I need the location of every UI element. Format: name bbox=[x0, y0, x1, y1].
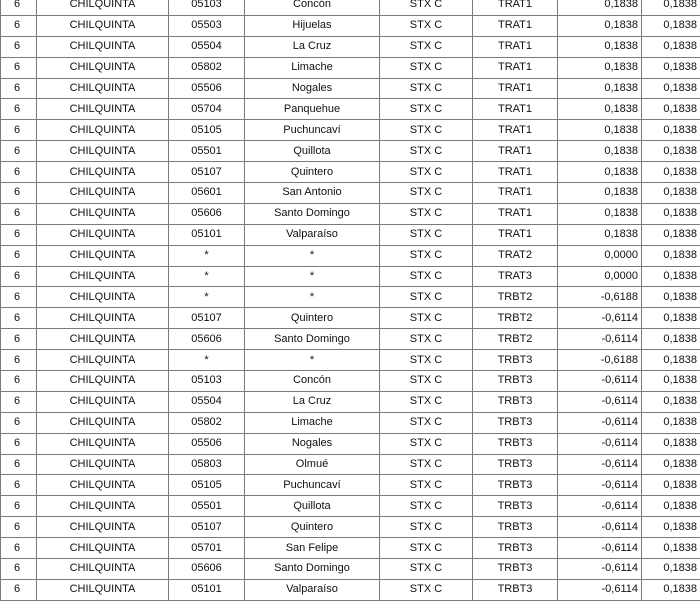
cell-value-1: 0,1838 bbox=[558, 57, 642, 78]
cell-company: CHILQUINTA bbox=[37, 287, 169, 308]
table-row bbox=[1, 517, 700, 538]
cell-value-2: 0,1838 bbox=[642, 475, 700, 496]
cell-value-1: 0,1838 bbox=[558, 183, 642, 204]
cell-tariff: TRBT3 bbox=[473, 350, 558, 371]
cell-commune: Concón bbox=[245, 371, 380, 392]
cell-value-1: 0,1838 bbox=[558, 224, 642, 245]
cell-commune: Limache bbox=[245, 57, 380, 78]
cell-system: STX C bbox=[380, 412, 473, 433]
cell-company: CHILQUINTA bbox=[37, 559, 169, 580]
cell-company: CHILQUINTA bbox=[37, 15, 169, 36]
cell-system: STX C bbox=[380, 433, 473, 454]
cell-code: 05103 bbox=[169, 0, 245, 15]
cell-value-2: 0,1838 bbox=[642, 183, 700, 204]
table-row bbox=[1, 559, 700, 580]
cell-value-2: 0,1838 bbox=[642, 350, 700, 371]
table-row bbox=[1, 99, 700, 120]
cell-tariff: TRAT1 bbox=[473, 120, 558, 141]
cell-tariff: TRAT1 bbox=[473, 36, 558, 57]
table-row bbox=[1, 308, 700, 329]
cell-system: STX C bbox=[380, 287, 473, 308]
cell-commune: * bbox=[245, 266, 380, 287]
cell-company: CHILQUINTA bbox=[37, 57, 169, 78]
cell-number: 6 bbox=[1, 475, 37, 496]
cell-company: CHILQUINTA bbox=[37, 162, 169, 183]
cell-number: 6 bbox=[1, 538, 37, 559]
cell-number: 6 bbox=[1, 0, 37, 15]
cell-value-1: 0,1838 bbox=[558, 99, 642, 120]
cell-value-1: 0,0000 bbox=[558, 245, 642, 266]
cell-company: CHILQUINTA bbox=[37, 308, 169, 329]
cell-commune: Limache bbox=[245, 412, 380, 433]
cell-number: 6 bbox=[1, 496, 37, 517]
cell-value-1: 0,0000 bbox=[558, 266, 642, 287]
cell-number: 6 bbox=[1, 203, 37, 224]
cell-company: CHILQUINTA bbox=[37, 350, 169, 371]
cell-code: 05107 bbox=[169, 517, 245, 538]
cell-number: 6 bbox=[1, 15, 37, 36]
table-row bbox=[1, 433, 700, 454]
cell-system: STX C bbox=[380, 203, 473, 224]
cell-commune: Concón bbox=[245, 0, 380, 15]
cell-company: CHILQUINTA bbox=[37, 36, 169, 57]
cell-company: CHILQUINTA bbox=[37, 245, 169, 266]
cell-system: STX C bbox=[380, 15, 473, 36]
cell-commune: La Cruz bbox=[245, 391, 380, 412]
cell-code: * bbox=[169, 245, 245, 266]
cell-code: * bbox=[169, 266, 245, 287]
cell-company: CHILQUINTA bbox=[37, 0, 169, 15]
cell-tariff: TRBT3 bbox=[473, 433, 558, 454]
cell-value-2: 0,1838 bbox=[642, 329, 700, 350]
cell-company: CHILQUINTA bbox=[37, 454, 169, 475]
cell-value-2: 0,1838 bbox=[642, 517, 700, 538]
cell-commune: Quillota bbox=[245, 496, 380, 517]
cell-number: 6 bbox=[1, 36, 37, 57]
cell-value-2: 0,1838 bbox=[642, 496, 700, 517]
cell-value-2: 0,1838 bbox=[642, 162, 700, 183]
cell-commune: * bbox=[245, 350, 380, 371]
cell-number: 6 bbox=[1, 183, 37, 204]
cell-value-2: 0,1838 bbox=[642, 99, 700, 120]
cell-value-1: -0,6114 bbox=[558, 308, 642, 329]
cell-tariff: TRAT1 bbox=[473, 162, 558, 183]
cell-tariff: TRBT3 bbox=[473, 371, 558, 392]
cell-value-1: 0,1838 bbox=[558, 162, 642, 183]
cell-tariff: TRAT1 bbox=[473, 0, 558, 15]
cell-system: STX C bbox=[380, 350, 473, 371]
cell-tariff: TRBT3 bbox=[473, 579, 558, 600]
cell-value-2: 0,1838 bbox=[642, 120, 700, 141]
cell-system: STX C bbox=[380, 266, 473, 287]
table-row bbox=[1, 412, 700, 433]
cell-code: 05101 bbox=[169, 579, 245, 600]
cell-number: 6 bbox=[1, 517, 37, 538]
cell-company: CHILQUINTA bbox=[37, 538, 169, 559]
cell-value-2: 0,1838 bbox=[642, 245, 700, 266]
cell-company: CHILQUINTA bbox=[37, 120, 169, 141]
cell-number: 6 bbox=[1, 245, 37, 266]
cell-commune: Valparaíso bbox=[245, 224, 380, 245]
cell-tariff: TRBT3 bbox=[473, 475, 558, 496]
cell-commune: San Felipe bbox=[245, 538, 380, 559]
cell-code: 05506 bbox=[169, 433, 245, 454]
table-row bbox=[1, 0, 700, 15]
cell-code: 05105 bbox=[169, 475, 245, 496]
cell-code: 05101 bbox=[169, 224, 245, 245]
cell-system: STX C bbox=[380, 517, 473, 538]
cell-tariff: TRBT3 bbox=[473, 391, 558, 412]
cell-code: 05506 bbox=[169, 78, 245, 99]
cell-value-1: -0,6114 bbox=[558, 433, 642, 454]
cell-code: 05606 bbox=[169, 203, 245, 224]
cell-company: CHILQUINTA bbox=[37, 579, 169, 600]
cell-company: CHILQUINTA bbox=[37, 224, 169, 245]
cell-value-2: 0,1838 bbox=[642, 559, 700, 580]
cell-number: 6 bbox=[1, 454, 37, 475]
cell-value-1: -0,6114 bbox=[558, 496, 642, 517]
cell-tariff: TRBT2 bbox=[473, 308, 558, 329]
table-row bbox=[1, 245, 700, 266]
cell-number: 6 bbox=[1, 266, 37, 287]
cell-tariff: TRBT2 bbox=[473, 329, 558, 350]
cell-code: 05601 bbox=[169, 183, 245, 204]
cell-system: STX C bbox=[380, 162, 473, 183]
cell-commune: Quintero bbox=[245, 517, 380, 538]
cell-value-2: 0,1838 bbox=[642, 371, 700, 392]
cell-code: 05103 bbox=[169, 371, 245, 392]
cell-value-1: -0,6114 bbox=[558, 579, 642, 600]
cell-number: 6 bbox=[1, 412, 37, 433]
table-row bbox=[1, 391, 700, 412]
cell-system: STX C bbox=[380, 36, 473, 57]
cell-tariff: TRAT1 bbox=[473, 224, 558, 245]
table-row bbox=[1, 57, 700, 78]
cell-code: 05701 bbox=[169, 538, 245, 559]
cell-number: 6 bbox=[1, 120, 37, 141]
cell-number: 6 bbox=[1, 78, 37, 99]
cell-code: 05504 bbox=[169, 391, 245, 412]
cell-system: STX C bbox=[380, 371, 473, 392]
cell-tariff: TRAT3 bbox=[473, 266, 558, 287]
cell-tariff: TRBT3 bbox=[473, 412, 558, 433]
cell-value-2: 0,1838 bbox=[642, 538, 700, 559]
cell-value-2: 0,1838 bbox=[642, 308, 700, 329]
cell-company: CHILQUINTA bbox=[37, 203, 169, 224]
table-row bbox=[1, 475, 700, 496]
cell-system: STX C bbox=[380, 538, 473, 559]
cell-tariff: TRBT3 bbox=[473, 538, 558, 559]
cell-code: 05802 bbox=[169, 57, 245, 78]
cell-code: * bbox=[169, 350, 245, 371]
table-row bbox=[1, 350, 700, 371]
cell-value-2: 0,1838 bbox=[642, 433, 700, 454]
cell-number: 6 bbox=[1, 57, 37, 78]
cell-value-2: 0,1838 bbox=[642, 0, 700, 15]
cell-number: 6 bbox=[1, 162, 37, 183]
cell-code: 05704 bbox=[169, 99, 245, 120]
cell-value-1: -0,6114 bbox=[558, 559, 642, 580]
table-row bbox=[1, 183, 700, 204]
cell-company: CHILQUINTA bbox=[37, 266, 169, 287]
cell-number: 6 bbox=[1, 371, 37, 392]
cell-company: CHILQUINTA bbox=[37, 141, 169, 162]
cell-number: 6 bbox=[1, 287, 37, 308]
cell-code: 05606 bbox=[169, 559, 245, 580]
cell-tariff: TRBT3 bbox=[473, 454, 558, 475]
table-row bbox=[1, 496, 700, 517]
cell-system: STX C bbox=[380, 245, 473, 266]
cell-company: CHILQUINTA bbox=[37, 475, 169, 496]
cell-value-1: 0,1838 bbox=[558, 120, 642, 141]
cell-code: * bbox=[169, 287, 245, 308]
cell-value-2: 0,1838 bbox=[642, 454, 700, 475]
cell-system: STX C bbox=[380, 0, 473, 15]
table-row bbox=[1, 454, 700, 475]
cell-commune: Santo Domingo bbox=[245, 559, 380, 580]
cell-number: 6 bbox=[1, 224, 37, 245]
cell-company: CHILQUINTA bbox=[37, 183, 169, 204]
cell-value-2: 0,1838 bbox=[642, 57, 700, 78]
cell-value-1: -0,6188 bbox=[558, 350, 642, 371]
cell-tariff: TRAT1 bbox=[473, 99, 558, 120]
cell-commune: * bbox=[245, 287, 380, 308]
cell-code: 05501 bbox=[169, 496, 245, 517]
cell-number: 6 bbox=[1, 559, 37, 580]
cell-commune: Nogales bbox=[245, 433, 380, 454]
cell-commune: Panquehue bbox=[245, 99, 380, 120]
cell-tariff: TRAT2 bbox=[473, 245, 558, 266]
cell-code: 05107 bbox=[169, 162, 245, 183]
cell-system: STX C bbox=[380, 57, 473, 78]
cell-value-1: -0,6114 bbox=[558, 475, 642, 496]
cell-commune: Santo Domingo bbox=[245, 329, 380, 350]
cell-number: 6 bbox=[1, 433, 37, 454]
cell-company: CHILQUINTA bbox=[37, 433, 169, 454]
cell-value-2: 0,1838 bbox=[642, 36, 700, 57]
cell-code: 05501 bbox=[169, 141, 245, 162]
cell-company: CHILQUINTA bbox=[37, 517, 169, 538]
table-row bbox=[1, 36, 700, 57]
cell-system: STX C bbox=[380, 78, 473, 99]
cell-commune: Puchuncaví bbox=[245, 120, 380, 141]
table-row bbox=[1, 538, 700, 559]
table-row bbox=[1, 266, 700, 287]
table-body bbox=[1, 0, 700, 600]
cell-number: 6 bbox=[1, 391, 37, 412]
cell-system: STX C bbox=[380, 496, 473, 517]
cell-system: STX C bbox=[380, 391, 473, 412]
table-row bbox=[1, 371, 700, 392]
cell-code: 05107 bbox=[169, 308, 245, 329]
cell-system: STX C bbox=[380, 183, 473, 204]
cell-commune: San Antonio bbox=[245, 183, 380, 204]
cell-tariff: TRAT1 bbox=[473, 141, 558, 162]
cell-value-1: -0,6114 bbox=[558, 517, 642, 538]
cell-system: STX C bbox=[380, 579, 473, 600]
cell-company: CHILQUINTA bbox=[37, 371, 169, 392]
table-row bbox=[1, 78, 700, 99]
cell-system: STX C bbox=[380, 475, 473, 496]
cell-value-1: -0,6114 bbox=[558, 454, 642, 475]
cell-company: CHILQUINTA bbox=[37, 391, 169, 412]
cell-system: STX C bbox=[380, 224, 473, 245]
cell-value-1: -0,6114 bbox=[558, 329, 642, 350]
cell-code: 05606 bbox=[169, 329, 245, 350]
cell-commune: La Cruz bbox=[245, 36, 380, 57]
cell-commune: Hijuelas bbox=[245, 15, 380, 36]
cell-tariff: TRBT2 bbox=[473, 287, 558, 308]
table-row bbox=[1, 224, 700, 245]
cell-commune: Puchuncaví bbox=[245, 475, 380, 496]
cell-tariff: TRBT3 bbox=[473, 517, 558, 538]
cell-value-2: 0,1838 bbox=[642, 287, 700, 308]
table-row bbox=[1, 203, 700, 224]
cell-value-2: 0,1838 bbox=[642, 412, 700, 433]
cell-number: 6 bbox=[1, 99, 37, 120]
cell-number: 6 bbox=[1, 308, 37, 329]
cell-value-1: 0,1838 bbox=[558, 15, 642, 36]
cell-code: 05503 bbox=[169, 15, 245, 36]
cell-value-2: 0,1838 bbox=[642, 579, 700, 600]
cell-value-1: 0,1838 bbox=[558, 141, 642, 162]
cell-company: CHILQUINTA bbox=[37, 412, 169, 433]
cell-company: CHILQUINTA bbox=[37, 329, 169, 350]
cell-value-2: 0,1838 bbox=[642, 78, 700, 99]
cell-value-2: 0,1838 bbox=[642, 391, 700, 412]
cell-commune: Nogales bbox=[245, 78, 380, 99]
cell-value-2: 0,1838 bbox=[642, 15, 700, 36]
cell-system: STX C bbox=[380, 141, 473, 162]
cell-commune: Quintero bbox=[245, 162, 380, 183]
cell-number: 6 bbox=[1, 329, 37, 350]
cell-value-1: 0,1838 bbox=[558, 78, 642, 99]
cell-code: 05504 bbox=[169, 36, 245, 57]
cell-commune: Olmué bbox=[245, 454, 380, 475]
cell-code: 05105 bbox=[169, 120, 245, 141]
cell-tariff: TRAT1 bbox=[473, 15, 558, 36]
cell-commune: Quintero bbox=[245, 308, 380, 329]
table-row bbox=[1, 162, 700, 183]
cell-value-1: -0,6114 bbox=[558, 371, 642, 392]
cell-value-2: 0,1838 bbox=[642, 203, 700, 224]
cell-company: CHILQUINTA bbox=[37, 99, 169, 120]
table-row bbox=[1, 15, 700, 36]
cell-tariff: TRBT3 bbox=[473, 496, 558, 517]
cell-tariff: TRAT1 bbox=[473, 203, 558, 224]
cell-system: STX C bbox=[380, 99, 473, 120]
cell-value-1: 0,1838 bbox=[558, 36, 642, 57]
table-row bbox=[1, 329, 700, 350]
cell-value-1: -0,6114 bbox=[558, 538, 642, 559]
cell-code: 05803 bbox=[169, 454, 245, 475]
table-row bbox=[1, 120, 700, 141]
cell-system: STX C bbox=[380, 308, 473, 329]
cell-tariff: TRAT1 bbox=[473, 57, 558, 78]
cell-value-1: -0,6114 bbox=[558, 391, 642, 412]
table-row bbox=[1, 579, 700, 600]
cell-code: 05802 bbox=[169, 412, 245, 433]
cell-value-2: 0,1838 bbox=[642, 141, 700, 162]
cell-commune: Valparaíso bbox=[245, 579, 380, 600]
table-row bbox=[1, 141, 700, 162]
cell-number: 6 bbox=[1, 350, 37, 371]
cell-commune: * bbox=[245, 245, 380, 266]
cell-tariff: TRAT1 bbox=[473, 183, 558, 204]
cell-number: 6 bbox=[1, 579, 37, 600]
cell-value-1: 0,1838 bbox=[558, 0, 642, 15]
cell-value-1: 0,1838 bbox=[558, 203, 642, 224]
table-row bbox=[1, 287, 700, 308]
cell-value-2: 0,1838 bbox=[642, 266, 700, 287]
cell-tariff: TRBT3 bbox=[473, 559, 558, 580]
cell-system: STX C bbox=[380, 120, 473, 141]
cell-company: CHILQUINTA bbox=[37, 496, 169, 517]
cell-value-1: -0,6114 bbox=[558, 412, 642, 433]
cell-tariff: TRAT1 bbox=[473, 78, 558, 99]
cell-value-2: 0,1838 bbox=[642, 224, 700, 245]
cell-value-1: -0,6188 bbox=[558, 287, 642, 308]
cell-commune: Santo Domingo bbox=[245, 203, 380, 224]
cell-system: STX C bbox=[380, 559, 473, 580]
cell-system: STX C bbox=[380, 454, 473, 475]
cell-commune: Quillota bbox=[245, 141, 380, 162]
cell-number: 6 bbox=[1, 141, 37, 162]
cell-system: STX C bbox=[380, 329, 473, 350]
cell-company: CHILQUINTA bbox=[37, 78, 169, 99]
